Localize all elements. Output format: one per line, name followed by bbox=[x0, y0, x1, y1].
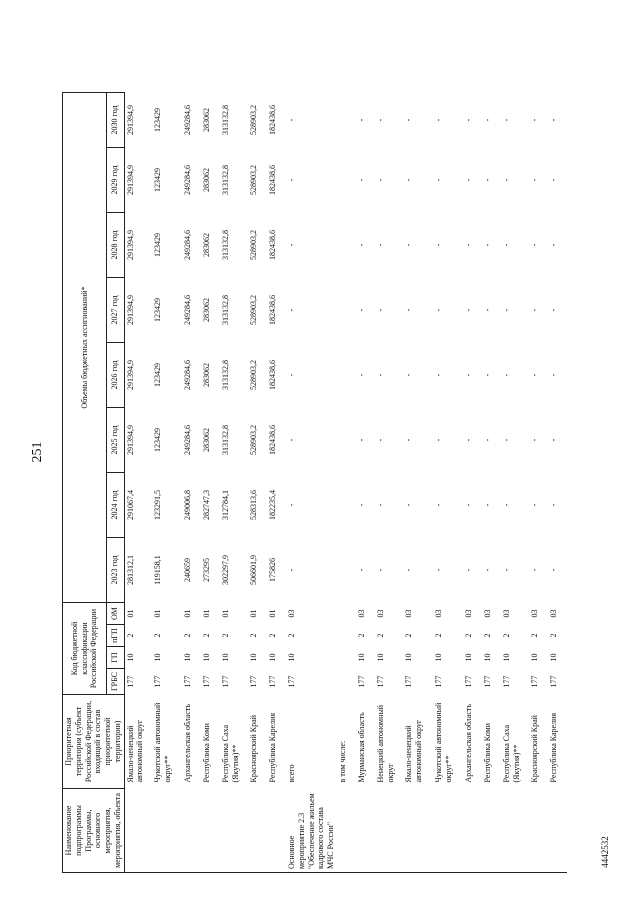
row-value: - bbox=[287, 243, 296, 247]
row-code: 177 bbox=[356, 675, 366, 688]
row-code bbox=[337, 647, 356, 669]
row-name bbox=[375, 789, 403, 873]
row-value: - bbox=[403, 243, 413, 247]
row-value: 273295 bbox=[202, 558, 211, 583]
row-value: - bbox=[529, 178, 539, 182]
row-value: - bbox=[356, 568, 366, 572]
row-value: - bbox=[433, 503, 443, 507]
row-value: - bbox=[433, 308, 443, 312]
row-value: - bbox=[356, 178, 366, 182]
row-code: 10 bbox=[463, 653, 473, 662]
row-value: - bbox=[356, 243, 366, 247]
table-row bbox=[152, 93, 182, 873]
row-code: 177 bbox=[482, 675, 492, 688]
row-value: - bbox=[529, 373, 539, 377]
row-name bbox=[482, 789, 501, 873]
row-value: 528903,2 bbox=[249, 165, 258, 196]
row-value: 249284,6 bbox=[183, 165, 192, 196]
row-code: 177 bbox=[249, 675, 258, 688]
row-value: - bbox=[463, 438, 473, 442]
row-code: 177 bbox=[153, 675, 162, 688]
row-value: - bbox=[548, 373, 558, 377]
row-code: 177 bbox=[183, 675, 192, 688]
row-code: 2 bbox=[463, 633, 473, 638]
row-code: 10 bbox=[124, 647, 152, 669]
row-code: 03 bbox=[356, 609, 366, 618]
row-name bbox=[337, 789, 356, 873]
row-code: 01 bbox=[202, 609, 211, 618]
row-code: 2 bbox=[287, 633, 296, 638]
row-value: - bbox=[375, 568, 385, 572]
row-value: - bbox=[433, 438, 443, 442]
row-territory: Республика Саха (Якутия)** bbox=[221, 724, 240, 783]
row-value: - bbox=[287, 178, 296, 182]
row-name bbox=[433, 789, 463, 873]
row-value: - bbox=[463, 308, 473, 312]
row-value: - bbox=[501, 373, 511, 377]
table-row bbox=[403, 93, 433, 873]
row-territory: Республика Коми bbox=[482, 723, 492, 783]
row-code: 10 bbox=[482, 653, 492, 662]
row-code: 03 bbox=[433, 609, 443, 618]
row-territory: в том числе: bbox=[337, 740, 347, 783]
row-code: 177 bbox=[403, 675, 413, 688]
header-budget-code: Код бюджетной классификации Российской Федерации bbox=[63, 603, 107, 695]
row-value: 182438,6 bbox=[268, 425, 277, 456]
row-value: 249284,6 bbox=[183, 295, 192, 326]
row-name bbox=[548, 789, 567, 873]
row-territory: Чукотский автономный округ** bbox=[153, 702, 172, 783]
row-value: - bbox=[548, 568, 558, 572]
row-value: 313132,8 bbox=[221, 425, 230, 456]
row-value: - bbox=[482, 438, 492, 442]
row-value: 182438,6 bbox=[268, 105, 277, 136]
table-row bbox=[124, 93, 152, 873]
row-name bbox=[463, 789, 482, 873]
row-territory: Республика Карелия bbox=[548, 712, 558, 783]
row-code: 10 bbox=[268, 653, 277, 662]
header-code-col: пГП bbox=[107, 625, 124, 647]
row-code: 03 bbox=[463, 609, 473, 618]
row-code: 10 bbox=[249, 653, 258, 662]
row-value: - bbox=[356, 438, 366, 442]
row-value: 123429 bbox=[153, 233, 162, 258]
row-value: - bbox=[375, 178, 385, 182]
row-code: 10 bbox=[221, 653, 230, 662]
row-value: - bbox=[375, 243, 385, 247]
row-code: 2 bbox=[221, 633, 230, 638]
header-year: 2025 год bbox=[107, 408, 124, 473]
row-value: 283062 bbox=[202, 108, 211, 133]
row-name: Основное мероприятие 2.3 "Обеспечение жильем кадрового состава МЧС России" bbox=[286, 789, 337, 873]
header-year: 2030 год bbox=[107, 93, 124, 148]
row-value: - bbox=[501, 568, 511, 572]
row-value: - bbox=[375, 503, 385, 507]
row-name bbox=[403, 789, 433, 873]
row-code: 10 bbox=[548, 653, 558, 662]
row-value: - bbox=[529, 438, 539, 442]
row-value: - bbox=[463, 568, 473, 572]
row-value bbox=[337, 343, 356, 408]
row-value: - bbox=[403, 178, 413, 182]
row-value: - bbox=[287, 373, 296, 377]
row-value: - bbox=[501, 243, 511, 247]
row-value: 283062 bbox=[202, 233, 211, 258]
row-code: 03 bbox=[375, 609, 385, 618]
row-value: - bbox=[403, 568, 413, 572]
header-volumes: Объемы бюджетных ассигнований* bbox=[63, 93, 107, 603]
row-code: 2 bbox=[153, 633, 162, 638]
row-value: - bbox=[482, 503, 492, 507]
row-value: 123429 bbox=[153, 168, 162, 193]
row-code: 2 bbox=[124, 625, 152, 647]
row-code: 01 bbox=[124, 603, 152, 625]
row-value: - bbox=[482, 373, 492, 377]
row-code: 10 bbox=[202, 653, 211, 662]
row-code: 177 bbox=[529, 675, 539, 688]
row-value: 313132,8 bbox=[221, 165, 230, 196]
row-value: - bbox=[501, 118, 511, 122]
row-value: - bbox=[287, 503, 296, 507]
row-territory: Чукотский автономный округ** bbox=[433, 702, 453, 783]
row-code: 177 bbox=[287, 675, 296, 688]
row-territory: Красноярский Край bbox=[529, 715, 539, 783]
row-code: 2 bbox=[356, 633, 366, 638]
page-number: 251 bbox=[30, 441, 45, 463]
row-value: - bbox=[548, 503, 558, 507]
header-code-col: ГП bbox=[107, 647, 124, 669]
row-value: 528903,2 bbox=[249, 360, 258, 391]
row-value: - bbox=[375, 118, 385, 122]
table-row bbox=[501, 93, 529, 873]
row-value: - bbox=[287, 568, 296, 572]
row-value: 281312,1 bbox=[124, 538, 152, 603]
table-row bbox=[337, 93, 356, 873]
row-value: - bbox=[463, 243, 473, 247]
row-value: 528313,6 bbox=[249, 490, 258, 521]
row-value: - bbox=[463, 118, 473, 122]
row-code bbox=[337, 625, 356, 647]
row-code: 177 bbox=[375, 675, 385, 688]
row-code: 01 bbox=[183, 609, 192, 618]
row-code: 10 bbox=[501, 653, 511, 662]
header-code-col: ГРБС bbox=[107, 669, 124, 695]
row-value: - bbox=[287, 438, 296, 442]
row-value: - bbox=[548, 308, 558, 312]
row-value: 119158,1 bbox=[153, 555, 162, 585]
row-value: - bbox=[529, 243, 539, 247]
row-value: 123291,5 bbox=[153, 490, 162, 521]
row-value: - bbox=[356, 373, 366, 377]
row-code: 10 bbox=[287, 653, 296, 662]
row-code: 03 bbox=[501, 609, 511, 618]
row-value: 182438,6 bbox=[268, 360, 277, 391]
row-code: 2 bbox=[433, 633, 443, 638]
row-value: 313132,8 bbox=[221, 105, 230, 136]
row-name bbox=[152, 789, 182, 873]
table-row bbox=[463, 93, 482, 873]
table-body bbox=[124, 93, 567, 873]
row-value bbox=[337, 538, 356, 603]
row-territory: Красноярский Край bbox=[249, 715, 258, 783]
header-year: 2027 год bbox=[107, 278, 124, 343]
row-code: 10 bbox=[403, 653, 413, 662]
row-name bbox=[501, 789, 529, 873]
row-name bbox=[356, 789, 375, 873]
row-value: 313132,8 bbox=[221, 360, 230, 391]
table-row bbox=[433, 93, 463, 873]
row-value: 506601,9 bbox=[249, 555, 258, 586]
row-value: - bbox=[433, 568, 443, 572]
row-value: 302297,9 bbox=[221, 555, 230, 586]
table-row bbox=[356, 93, 375, 873]
table-row bbox=[248, 93, 267, 873]
row-code: 03 bbox=[548, 609, 558, 618]
row-value: 283062 bbox=[202, 168, 211, 193]
row-value: 291394,9 bbox=[124, 343, 152, 408]
row-code: 177 bbox=[548, 675, 558, 688]
row-value: - bbox=[356, 503, 366, 507]
header-year: 2026 год bbox=[107, 343, 124, 408]
row-value: 528903,2 bbox=[249, 230, 258, 261]
budget-table bbox=[62, 92, 567, 873]
row-value: - bbox=[463, 373, 473, 377]
row-code: 177 bbox=[433, 675, 443, 688]
table-row bbox=[375, 93, 403, 873]
row-value: - bbox=[403, 438, 413, 442]
row-value: - bbox=[433, 243, 443, 247]
table-row bbox=[182, 93, 201, 873]
row-value: 528903,2 bbox=[249, 105, 258, 136]
row-code: 10 bbox=[153, 653, 162, 662]
row-value: 291394,9 bbox=[124, 148, 152, 213]
row-value: 291394,9 bbox=[124, 408, 152, 473]
row-value: 182235,4 bbox=[268, 490, 277, 521]
row-code: 2 bbox=[249, 633, 258, 638]
row-value bbox=[337, 473, 356, 538]
row-value: 313132,8 bbox=[221, 230, 230, 261]
header-name: Наименование подпрограммы Программы, основного мероприятия, мероприятия, объекта bbox=[63, 789, 125, 873]
row-value bbox=[337, 278, 356, 343]
row-value: - bbox=[529, 503, 539, 507]
row-value bbox=[337, 148, 356, 213]
row-territory: Ямало-ненецкий автономный округ bbox=[124, 695, 152, 789]
row-value: 291067,4 bbox=[124, 473, 152, 538]
row-value: - bbox=[403, 308, 413, 312]
row-value: - bbox=[529, 568, 539, 572]
row-value: - bbox=[482, 568, 492, 572]
row-name bbox=[124, 789, 152, 873]
row-value: - bbox=[463, 178, 473, 182]
row-value: 123429 bbox=[153, 108, 162, 133]
row-value: 249284,6 bbox=[183, 230, 192, 261]
row-territory: всего bbox=[287, 764, 296, 783]
row-value: 182438,6 bbox=[268, 295, 277, 326]
row-value: 283062 bbox=[202, 428, 211, 453]
row-code: 01 bbox=[221, 609, 230, 618]
row-name bbox=[248, 789, 267, 873]
row-value: - bbox=[463, 503, 473, 507]
row-code: 2 bbox=[202, 633, 211, 638]
row-value: 283062 bbox=[202, 298, 211, 323]
row-value: - bbox=[375, 373, 385, 377]
row-territory: Республика Коми bbox=[202, 723, 211, 783]
row-value: - bbox=[403, 503, 413, 507]
row-value: - bbox=[433, 373, 443, 377]
row-value: 123429 bbox=[153, 428, 162, 453]
row-code: 177 bbox=[463, 675, 473, 688]
row-value: 249284,6 bbox=[183, 360, 192, 391]
row-code: 01 bbox=[268, 609, 277, 618]
row-value: - bbox=[356, 118, 366, 122]
row-code: 10 bbox=[356, 653, 366, 662]
table-row bbox=[220, 93, 248, 873]
row-name bbox=[529, 789, 548, 873]
row-code: 177 bbox=[124, 669, 152, 695]
row-territory: Ямало-ненецкий автономный округ bbox=[403, 719, 423, 783]
row-value: - bbox=[433, 118, 443, 122]
row-code: 10 bbox=[375, 653, 385, 662]
row-value: - bbox=[287, 308, 296, 312]
row-code: 2 bbox=[529, 633, 539, 638]
row-value bbox=[337, 93, 356, 148]
table-row bbox=[529, 93, 548, 873]
row-value: - bbox=[433, 178, 443, 182]
row-code: 2 bbox=[375, 633, 385, 638]
row-code: 2 bbox=[482, 633, 492, 638]
row-value: - bbox=[287, 118, 296, 122]
table-row bbox=[267, 93, 286, 873]
table-row bbox=[201, 93, 220, 873]
row-value: - bbox=[529, 308, 539, 312]
row-value: - bbox=[501, 308, 511, 312]
row-value: - bbox=[403, 118, 413, 122]
row-value: - bbox=[375, 308, 385, 312]
row-code: 03 bbox=[529, 609, 539, 618]
row-code: 2 bbox=[403, 633, 413, 638]
table-row bbox=[548, 93, 567, 873]
row-value: - bbox=[548, 178, 558, 182]
row-value: 313132,8 bbox=[221, 295, 230, 326]
row-value: - bbox=[375, 438, 385, 442]
document-code: 4442532 bbox=[600, 836, 610, 868]
table-row bbox=[286, 93, 337, 873]
row-value: 182438,6 bbox=[268, 165, 277, 196]
row-value: 249284,6 bbox=[183, 105, 192, 136]
row-name bbox=[220, 789, 248, 873]
row-value: - bbox=[482, 308, 492, 312]
row-code: 177 bbox=[501, 675, 511, 688]
row-name bbox=[201, 789, 220, 873]
header-code-col: ОМ bbox=[107, 603, 124, 625]
row-value: - bbox=[482, 243, 492, 247]
row-code: 177 bbox=[202, 675, 211, 688]
row-territory: Архангельская область bbox=[463, 703, 473, 783]
header-year: 2029 год bbox=[107, 148, 124, 213]
row-value: - bbox=[403, 373, 413, 377]
header-year: 2028 год bbox=[107, 213, 124, 278]
row-value: 249006,8 bbox=[183, 490, 192, 521]
row-value: - bbox=[482, 178, 492, 182]
row-territory: Республика Саха (Якутия)** bbox=[501, 724, 521, 783]
row-name bbox=[182, 789, 201, 873]
row-code: 2 bbox=[183, 633, 192, 638]
row-value: 291394,9 bbox=[124, 93, 152, 148]
row-value: - bbox=[529, 118, 539, 122]
row-territory: Мурманская область bbox=[356, 712, 366, 783]
row-code: 2 bbox=[268, 633, 277, 638]
row-code: 2 bbox=[548, 633, 558, 638]
row-value: - bbox=[356, 308, 366, 312]
row-value: 528903,2 bbox=[249, 295, 258, 326]
row-code: 10 bbox=[433, 653, 443, 662]
row-value: 123429 bbox=[153, 363, 162, 388]
row-value bbox=[337, 213, 356, 278]
row-value: 175826 bbox=[268, 558, 277, 583]
row-code: 01 bbox=[249, 609, 258, 618]
row-value: - bbox=[501, 438, 511, 442]
row-value: - bbox=[548, 118, 558, 122]
row-value: - bbox=[501, 178, 511, 182]
row-code bbox=[337, 603, 356, 625]
row-value: 283062 bbox=[202, 363, 211, 388]
row-code: 177 bbox=[221, 675, 230, 688]
header-territory: Приоритетная территория (субъект Российской Федерации, входящий в состав приоритетной территории) bbox=[63, 695, 125, 789]
row-value: 312784,1 bbox=[221, 490, 230, 521]
row-code: 03 bbox=[287, 609, 296, 618]
row-code: 10 bbox=[529, 653, 539, 662]
row-name bbox=[267, 789, 286, 873]
row-code: 177 bbox=[268, 675, 277, 688]
row-territory: Республика Карелия bbox=[268, 712, 277, 783]
row-value: 291394,9 bbox=[124, 213, 152, 278]
row-value: - bbox=[548, 438, 558, 442]
row-code: 10 bbox=[183, 653, 192, 662]
row-value: 123429 bbox=[153, 298, 162, 323]
row-value: 291394,9 bbox=[124, 278, 152, 343]
row-value: 528903,2 bbox=[249, 425, 258, 456]
row-value: - bbox=[482, 118, 492, 122]
row-value: - bbox=[501, 503, 511, 507]
table-header bbox=[63, 93, 125, 873]
row-territory: Архангельская область bbox=[183, 703, 192, 783]
row-value: - bbox=[548, 243, 558, 247]
header-year: 2023 год bbox=[107, 538, 124, 603]
row-territory: Ненецкий автономный округ bbox=[375, 704, 395, 783]
row-value: 249284,6 bbox=[183, 425, 192, 456]
row-value: 240659 bbox=[183, 558, 192, 583]
row-value: 282747,3 bbox=[202, 490, 211, 521]
header-year: 2024 год bbox=[107, 473, 124, 538]
row-code: 01 bbox=[153, 609, 162, 618]
row-code: 2 bbox=[501, 633, 511, 638]
row-value: 182438,6 bbox=[268, 230, 277, 261]
row-code bbox=[337, 669, 356, 695]
row-value bbox=[337, 408, 356, 473]
row-code: 03 bbox=[482, 609, 492, 618]
row-code: 03 bbox=[403, 609, 413, 618]
table-row bbox=[482, 93, 501, 873]
